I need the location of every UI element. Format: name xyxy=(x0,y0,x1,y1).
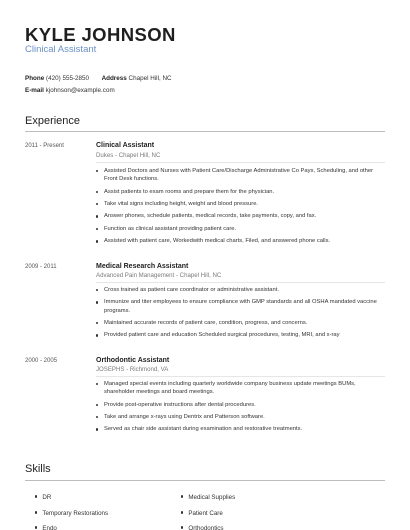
list-item: Maintained accurate records of patient care, condition, progress, and concerns. xyxy=(96,319,385,327)
list-item: Immunize and titer employees to ensure compliance with GMP standards and all OSHA mandated vaccine programs. xyxy=(96,298,385,315)
list-item: Assisted with patient care, Workedwith medical charts, Filed, and answered phone calls. xyxy=(96,237,385,245)
skill-item: DR xyxy=(35,494,51,501)
list-item: Function as clinical assistant providing patient care. xyxy=(96,225,385,233)
skill-item: Orthodontics xyxy=(181,525,223,530)
email-label: E-mail xyxy=(25,87,44,94)
list-item: Provided patient care and education Scheduled surgical procedures, testing, MRI, and x-ray xyxy=(96,331,385,339)
entry-1-dates: 2011 - Present xyxy=(25,143,64,149)
list-item: Provide post-operative instructions after dental procedures. xyxy=(96,401,385,409)
entry-2-company: Advanced Pain Management - Chapel Hill, NC xyxy=(96,272,222,279)
list-item: Managed special events including quarterly worldwide company business update meetings BUMs, shareholder meetings and board meetings. xyxy=(96,380,385,397)
entry-2-dates: 2009 - 2011 xyxy=(25,264,57,270)
email-value[interactable]: kjohnson@example.com xyxy=(45,87,115,94)
entry-2-title: Medical Research Assistant xyxy=(96,263,189,270)
entry-3-bullets xyxy=(96,380,385,438)
phone-label: Phone xyxy=(25,75,45,82)
contact-row-1 xyxy=(25,75,172,82)
entry-2-bullets xyxy=(96,286,385,344)
contact-row-2 xyxy=(25,87,115,94)
skill-item: Temporary Restorations xyxy=(35,510,108,517)
skills-heading: Skills xyxy=(25,463,51,475)
entry-3-divider xyxy=(96,376,385,377)
entry-1-title: Clinical Assistant xyxy=(96,142,155,149)
list-item: Served as chair side assistant during examination and restorative treatments. xyxy=(96,425,385,433)
candidate-name: KYLE JOHNSON xyxy=(25,24,176,45)
entry-1-bullets xyxy=(96,167,385,250)
list-item: Take and arrange x-rays using Dentrix and Patterson software. xyxy=(96,413,385,421)
entry-3-company: JOSEPHS - Richmond, VA xyxy=(96,366,169,373)
skill-item: Medical Supplies xyxy=(181,494,235,501)
skill-item: Patient Care xyxy=(181,510,223,517)
entry-3-dates: 2000 - 2005 xyxy=(25,358,58,364)
list-item: Assisted Doctors and Nurses with Patient Care/Discharge Administrative Co Pays, Scheduling, and other Front Desk functions. xyxy=(96,167,385,184)
skill-item: Endo xyxy=(35,525,57,530)
phone-value: (420) 555-2850 xyxy=(46,75,90,82)
entry-3-title: Orthodontic Assistant xyxy=(96,357,170,364)
skills-rule xyxy=(25,480,385,481)
entry-1-company: Dukes - Chapel Hill, NC xyxy=(96,152,161,159)
list-item: Answer phones, schedule patients, medical records, take payments, copy, and fax. xyxy=(96,212,385,220)
list-item: Take vital signs including height, weight and blood pressure. xyxy=(96,200,385,208)
list-item: Cross trained as patient care coordinator or administrative assistant. xyxy=(96,286,385,294)
address-label: Address xyxy=(101,75,127,82)
address-value: Chapel Hill, NC xyxy=(128,75,172,82)
candidate-title: Clinical Assistant xyxy=(25,44,97,55)
experience-heading: Experience xyxy=(25,115,81,127)
entry-2-divider xyxy=(96,282,385,283)
entry-1-divider xyxy=(96,162,385,163)
experience-rule xyxy=(25,131,385,132)
list-item: Assist patients to exam rooms and prepare them for the physician. xyxy=(96,188,385,196)
